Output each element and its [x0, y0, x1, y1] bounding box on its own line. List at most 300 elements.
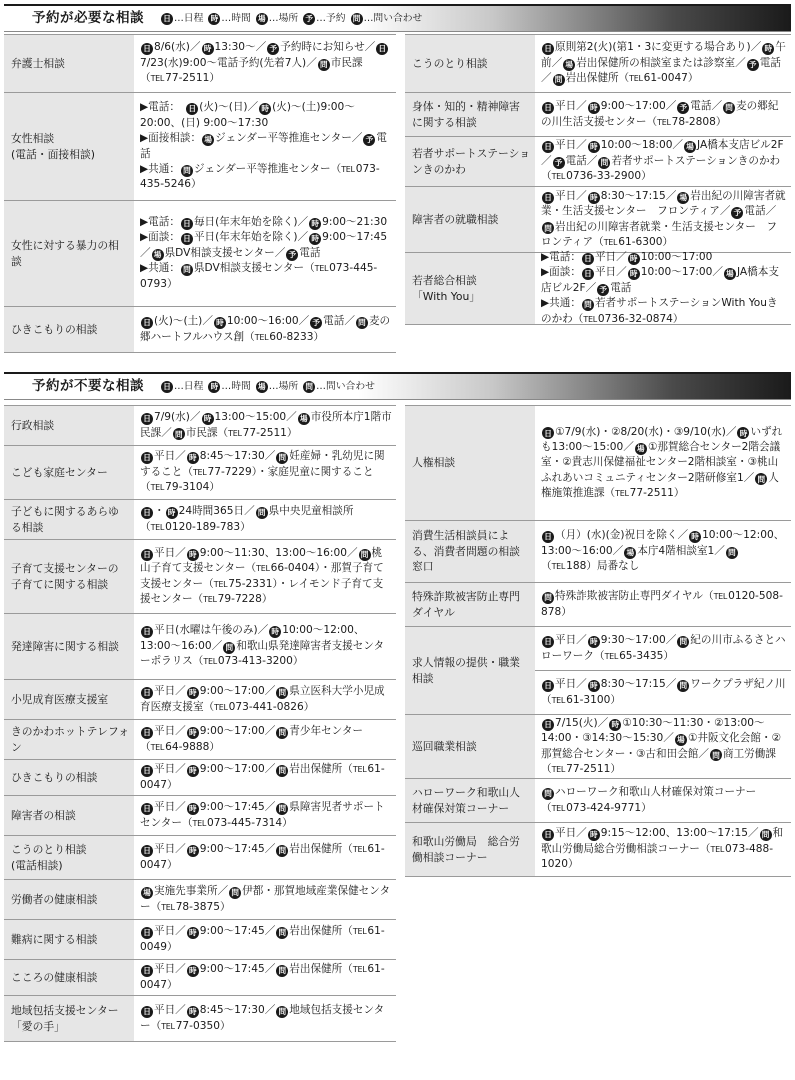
consultation-row: [405, 93, 791, 137]
tel-mark: TEL: [228, 428, 242, 438]
inquiry-icon: 問: [318, 59, 330, 71]
consultation-details: [134, 201, 396, 306]
consultation-details: [535, 187, 791, 252]
consultation-row: [405, 583, 791, 627]
detail-line: 日 平日／ 時 8:45～17:30／ 問 妊産婦・乳幼児に関すること（TEL77-7229）・家庭児童に関すること（TEL79-3104）: [140, 450, 385, 494]
place-icon: 場: [684, 141, 696, 153]
detail-line: 問 特殊詐欺被害防止専門ダイヤル（TEL0120-508-878）: [541, 590, 783, 618]
consultation-details: [134, 540, 396, 613]
consultation-row: [405, 253, 791, 325]
reservation-icon: 予: [267, 43, 279, 55]
time-icon: 時: [187, 765, 199, 777]
tel-mark: TEL: [551, 695, 566, 705]
time-icon: 時: [187, 927, 199, 939]
tel-mark: TEL: [604, 651, 619, 661]
consultation-details: [535, 779, 791, 822]
inquiry-icon: 問: [256, 507, 268, 519]
place-icon: 場: [202, 134, 214, 146]
tel-mark: TEL: [203, 594, 217, 604]
consultation-row: [4, 540, 396, 614]
date-icon: 日: [542, 141, 554, 153]
tel-mark: TEL: [657, 117, 671, 127]
reservation-icon: 予: [303, 13, 315, 25]
consultation-row: [405, 406, 791, 521]
detail-line: 日 平日／ 時 8:45～17:30／ 問 地域包括支援センター（TEL77-0350）: [140, 1004, 385, 1032]
date-icon: 日: [542, 680, 554, 692]
consultation-row: [4, 307, 396, 353]
date-icon: 日: [542, 531, 554, 543]
consultation-row: [4, 920, 396, 960]
consultation-row: [4, 500, 396, 540]
time-icon: 時: [737, 427, 749, 439]
date-icon: 日: [141, 687, 153, 699]
consultation-name: きのかわホットテレフォン: [4, 720, 134, 759]
tel-mark: TEL: [314, 264, 329, 274]
tel-mark: TEL: [213, 579, 228, 589]
legend-item: [160, 12, 203, 25]
consultation-details: [535, 253, 791, 324]
inquiry-icon: 問: [276, 452, 288, 464]
consultation-row: [4, 680, 396, 720]
place-icon: 場: [141, 887, 153, 899]
consultation-details: [535, 406, 791, 520]
consultation-row: [4, 880, 396, 920]
consultation-name: 和歌山労働局 総合労働相談コーナー: [405, 823, 535, 876]
inquiry-icon: 問: [553, 74, 565, 86]
inquiry-icon: 問: [755, 473, 767, 485]
time-icon: 時: [588, 636, 600, 648]
legend-text: …問い合わせ: [363, 12, 423, 24]
date-icon: 日: [376, 43, 388, 55]
consultation-row: [4, 720, 396, 760]
time-icon: 時: [588, 680, 600, 692]
consultation-row: [405, 521, 791, 583]
place-icon: 場: [677, 192, 689, 204]
consultation-name: 難病に関する相談: [4, 920, 134, 959]
consultation-name: 求人情報の提供・職業相談: [405, 627, 535, 714]
consultation-row: [405, 715, 791, 779]
legend-item: [302, 12, 345, 25]
section2-left-column: [4, 405, 396, 1042]
tel-mark: TEL: [352, 765, 367, 775]
tel-mark: TEL: [214, 702, 228, 712]
consultation-row: [4, 406, 396, 446]
consultation-name: 若者総合相談 「With You」: [405, 253, 535, 324]
time-icon: 時: [588, 102, 600, 114]
section-title: 予約が必要な相談: [32, 10, 144, 27]
time-icon: 時: [187, 687, 199, 699]
legend-item: [160, 380, 203, 393]
detail-line: 問 ハローワーク和歌山人材確保対策コーナー（TEL073-424-9771）: [541, 786, 757, 814]
consultation-name: 巡回職業相談: [405, 715, 535, 778]
inquiry-icon: 問: [223, 642, 235, 654]
tel-mark: TEL: [203, 657, 217, 667]
detail-line: ▶面談： 日 平日／ 時 10:00～17:00／ 場 JA橋本支店ビル2F／ 予 電話: [541, 266, 779, 294]
consultation-name: 人権相談: [405, 406, 535, 520]
date-icon: 日: [141, 507, 153, 519]
consultation-details: [134, 796, 396, 835]
time-icon: 時: [628, 268, 640, 280]
detail-line: 日 7/15(火)／ 時 ①10:30～11:30・②13:00～14:00・③14:30～15:30／ 場 ①井阪文化会館・②那賀総合センター・③古和田会館／ 問 商工労働課（TEL77-2511）: [541, 716, 782, 775]
tel-mark: TEL: [583, 314, 597, 324]
section-no-reservation-header: [4, 372, 791, 400]
consultation-name: 特殊詐欺被害防止専門ダイヤル: [405, 583, 535, 626]
consultation-name: ハローワーク和歌山人材確保対策コーナー: [405, 779, 535, 822]
consultation-details: [134, 406, 396, 445]
date-icon: 日: [141, 317, 153, 329]
consultation-name: ひきこもりの相談: [4, 307, 134, 352]
detail-line: 日 (火)～(土)／ 時 10:00～16:00／ 予 電話／ 問 麦の郷ハートフルハウス創（TEL60-8233）: [140, 315, 391, 343]
date-icon: 日: [141, 626, 153, 638]
tel-mark: TEL: [150, 522, 165, 532]
place-icon: 場: [298, 413, 310, 425]
legend-item: [302, 380, 375, 393]
consultation-name: 若者サポートステーションきのかわ: [405, 137, 535, 186]
tel-mark: TEL: [551, 172, 566, 182]
legend-text: …日程: [174, 380, 204, 392]
date-icon: 日: [141, 1006, 153, 1018]
time-icon: 時: [309, 233, 321, 245]
consultation-row: [4, 960, 396, 996]
tel-mark: TEL: [150, 742, 165, 752]
tel-mark: TEL: [352, 845, 367, 855]
consultation-details: [134, 500, 396, 539]
detail-line: 日 平日／ 時 10:00～18:00／ 場 JA橋本支店ビル2F／ 予 電話／ 問 若者サポートステーションきのかわ（TEL0736-33-2900）: [541, 139, 784, 183]
consultation-row: [405, 35, 791, 93]
tel-mark: TEL: [161, 1021, 175, 1031]
date-icon: 日: [141, 43, 153, 55]
legend: [160, 380, 379, 393]
consultation-details: [535, 823, 791, 876]
place-icon: 場: [256, 13, 268, 25]
time-icon: 時: [588, 192, 600, 204]
consultation-details: [535, 583, 791, 626]
consultation-name: 子どもに関するあらゆる相談: [4, 500, 134, 539]
consultation-name: こうのとり相談: [405, 35, 535, 92]
consultation-row: [405, 823, 791, 877]
inquiry-icon: 問: [359, 549, 371, 561]
detail-line: 日 原則第2(火)(第1・3に変更する場合あり)／ 時 午前／ 場 岩出保健所の相談室または診察室／ 予 電話／ 問 岩出保健所（TEL61-0047）: [541, 41, 786, 85]
detail-line: 日 平日／ 時 9:00～17:45／ 問 岩出保健所（TEL61-0049）: [140, 925, 385, 953]
consultation-name: 地域包括支援センター「愛の手」: [4, 996, 134, 1041]
section2-right-column: [405, 405, 791, 877]
detail-line: 日 平日／ 時 9:00～17:00／ 予 電話／ 問 麦の郷紀の川生活支援センター（TEL78-2808）: [541, 100, 779, 128]
consultation-name: 障害者の相談: [4, 796, 134, 835]
inquiry-icon: 問: [276, 727, 288, 739]
inquiry-icon: 問: [542, 788, 554, 800]
section1-left-column: [4, 34, 396, 353]
time-icon: 時: [187, 549, 199, 561]
consultation-details: [134, 920, 396, 959]
time-icon: 時: [588, 141, 600, 153]
inquiry-icon: 問: [598, 157, 610, 169]
consultation-name: 障害者の就職相談: [405, 187, 535, 252]
time-icon: 時: [214, 317, 226, 329]
date-icon: 日: [141, 845, 153, 857]
time-icon: 時: [187, 803, 199, 815]
legend: [160, 12, 426, 25]
consultation-row: [405, 627, 791, 715]
tel-mark: TEL: [629, 74, 643, 84]
inquiry-icon: 問: [356, 317, 368, 329]
place-icon: 場: [563, 59, 575, 71]
inquiry-icon: 問: [181, 264, 193, 276]
consultation-details: [134, 880, 396, 919]
tel-mark: TEL: [192, 818, 207, 828]
inquiry-icon: 問: [276, 845, 288, 857]
consultation-details: [535, 137, 791, 186]
tel-mark: TEL: [352, 927, 367, 937]
tel-mark: TEL: [551, 764, 566, 774]
consultation-details: [134, 720, 396, 759]
inquiry-icon: 問: [276, 765, 288, 777]
inquiry-icon: 問: [710, 749, 722, 761]
detail-line: 日 平日／ 時 9:00～11:30、13:00～16:00／ 問 桃山子育て支援センター（TEL66-0404）・那賀子育て支援センター（TEL75-2331）・レイモンド子育て支援センター（TEL79-7228）: [140, 546, 384, 605]
legend-text: …日程: [174, 12, 204, 24]
detail-line: ▶面談： 日 平日(年末年始を除く)／ 時 9:00～17:45／ 場 県DV相談支援センター／ 予 電話: [140, 231, 388, 259]
legend-text: …予約: [316, 12, 346, 24]
time-icon: 時: [166, 507, 178, 519]
place-icon: 場: [152, 249, 164, 261]
time-icon: 時: [187, 452, 199, 464]
place-icon: 場: [256, 381, 268, 393]
inquiry-icon: 問: [677, 680, 689, 692]
consultation-row: [4, 836, 396, 880]
section-title: 予約が不要な相談: [32, 378, 144, 395]
consultation-name: こうのとり相談 (電話相談): [4, 836, 134, 879]
date-icon: 日: [542, 636, 554, 648]
date-icon: 日: [141, 727, 153, 739]
consultation-name: 弁護士相談: [4, 35, 134, 92]
detail-line: ▶共通： 問 県DV相談支援センター（TEL073-445-0793）: [140, 262, 378, 290]
consultation-row: [405, 187, 791, 253]
inquiry-icon: 問: [351, 13, 363, 25]
consultation-details: [134, 960, 396, 995]
consultation-row: [4, 996, 396, 1042]
date-icon: 日: [141, 765, 153, 777]
inquiry-icon: 問: [181, 165, 193, 177]
inquiry-icon: 問: [276, 927, 288, 939]
legend-text: …場所: [268, 12, 299, 24]
reservation-icon: 予: [310, 317, 322, 329]
inquiry-icon: 問: [276, 803, 288, 815]
time-icon: 時: [187, 845, 199, 857]
detail-line: 日 平日／ 時 9:00～17:00／ 問 県立医科大学小児成育医療支援室（TEL073-441-0826）: [140, 685, 385, 713]
tel-mark: TEL: [352, 965, 367, 975]
consultation-row: [4, 760, 396, 796]
time-icon: 時: [689, 531, 701, 543]
consultation-detail-sub: 日 平日／ 時 9:30～17:00／ 問 紀の川市ふるさとハローワーク（TEL65-3435）: [541, 634, 786, 662]
date-icon: 日: [141, 927, 153, 939]
consultation-name: 発達障害に関する相談: [4, 614, 134, 679]
time-icon: 時: [628, 253, 640, 265]
inquiry-icon: 問: [173, 428, 185, 440]
place-icon: 場: [635, 443, 647, 455]
date-icon: 日: [181, 233, 193, 245]
inquiry-icon: 問: [726, 547, 738, 559]
tel-mark: TEL: [192, 467, 207, 477]
date-icon: 日: [186, 103, 198, 115]
inquiry-icon: 問: [276, 1006, 288, 1018]
time-icon: 時: [187, 727, 199, 739]
detail-line: ▶電話： 日 (火)～(日)／ 時 (火)～(土)9:00～20:00、(日) 9:00～17:30: [140, 101, 355, 129]
reservation-icon: 予: [363, 134, 375, 146]
detail-line: 日 7/9(水)／ 時 13:00～15:00／ 場 市役所本庁1階市民課／ 問 市民課（TEL77-2511）: [140, 411, 392, 439]
consultation-detail-sub: 日 平日／ 時 8:30～17:15／ 問 ワークプラザ紀ノ川（TEL61-3100）: [535, 670, 791, 714]
time-icon: 時: [609, 719, 621, 731]
detail-line: 場 実施先事業所／ 問 伊都・那賀地域産業保健センター（TEL78-3875）: [140, 885, 391, 913]
date-icon: 日: [542, 102, 554, 114]
detail-line: ▶共通： 問 ジェンダー平等推進センター（TEL073-435-5246）: [140, 162, 380, 191]
date-icon: 日: [141, 452, 153, 464]
detail-line: 日 ・ 時 24時間365日／ 問 県中央児童相談所（TEL0120-189-783）: [140, 505, 354, 533]
place-icon: 場: [624, 547, 636, 559]
date-icon: 日: [582, 253, 594, 265]
inquiry-icon: 問: [276, 687, 288, 699]
section-reservation-required-header: [4, 4, 791, 32]
consultation-name: 小児成育医療支援室: [4, 680, 134, 719]
date-icon: 日: [181, 218, 193, 230]
consultation-details: [134, 680, 396, 719]
date-icon: 日: [141, 549, 153, 561]
consultation-name: 消費生活相談員による、消費者問題の相談窓口: [405, 521, 535, 582]
legend-item: [255, 12, 298, 25]
detail-line: ▶電話： 日 毎日(年末年始を除く)／ 時 9:00～21:30: [140, 216, 388, 229]
time-icon: 時: [588, 829, 600, 841]
legend-item: [207, 12, 250, 25]
tel-mark: TEL: [161, 902, 175, 912]
consultation-name: こころの健康相談: [4, 960, 134, 995]
consultation-row: [4, 35, 396, 93]
tel-mark: TEL: [254, 332, 269, 342]
inquiry-icon: 問: [542, 592, 554, 604]
consultation-row: [405, 779, 791, 823]
time-icon: 時: [202, 413, 214, 425]
inquiry-icon: 問: [582, 299, 594, 311]
consultation-details: [535, 521, 791, 582]
tel-mark: TEL: [710, 844, 724, 854]
consultation-row: [4, 614, 396, 680]
inquiry-icon: 問: [276, 965, 288, 977]
detail-line: 日 （月）(水)(金)祝日を除く／ 時 10:00～12:00、13:00～16:00／ 場 本庁4階相談室1／ 問（TEL188）局番なし: [541, 529, 785, 573]
consultation-details: [134, 614, 396, 679]
tel-mark: TEL: [551, 803, 566, 813]
date-icon: 日: [141, 965, 153, 977]
consultation-name: ひきこもりの相談: [4, 760, 134, 795]
consultation-details: [134, 35, 396, 92]
detail-line: 日 平日／ 時 9:15～12:00、13:00～17:15／ 問 和歌山労働局総合労働相談コーナー（TEL073-488-1020）: [541, 827, 784, 871]
legend-text: …問い合わせ: [316, 380, 375, 392]
inquiry-icon: 問: [542, 222, 554, 234]
reservation-icon: 予: [747, 59, 759, 71]
legend-item: [350, 12, 423, 25]
tel-mark: TEL: [615, 489, 629, 499]
reservation-icon: 予: [731, 207, 743, 219]
date-icon: 日: [542, 192, 554, 204]
reservation-icon: 予: [553, 157, 565, 169]
detail-line: 日 8/6(水)／ 時 13:30～／ 予 予約時にお知らせ／ 日7/23(水)9:00～電話予約(先着7人)／ 問 市民課（TEL77-2511）: [140, 40, 392, 86]
consultation-details: [134, 996, 396, 1041]
section1-right-column: [405, 34, 791, 325]
date-icon: 日: [542, 427, 554, 439]
detail-line: 日 平日／ 時 9:00～17:00／ 問 青少年センター（TEL64-9888）: [140, 725, 364, 753]
consultation-details: [535, 715, 791, 778]
date-icon: 日: [141, 803, 153, 815]
reservation-icon: 予: [597, 284, 609, 296]
consultation-row: [4, 796, 396, 836]
consultation-name: こども家庭センター: [4, 446, 134, 499]
detail-line: ▶面接相談： 場 ジェンダー平等推進センター／ 予 電話: [140, 132, 387, 160]
consultation-row: [405, 137, 791, 187]
legend-item: [255, 380, 298, 393]
tel-mark: TEL: [341, 164, 355, 174]
tel-mark: TEL: [603, 237, 618, 247]
inquiry-icon: 問: [229, 887, 241, 899]
detail-line: ▶共通： 問 若者サポートステーションWith Youきのかわ（TEL0736-32-0874）: [541, 297, 778, 325]
reservation-icon: 予: [677, 102, 689, 114]
time-icon: 時: [208, 13, 220, 25]
time-icon: 時: [309, 218, 321, 230]
detail-line: 日 平日／ 時 9:00～17:45／ 問 岩出保健所（TEL61-0047）: [140, 963, 385, 991]
inquiry-icon: 問: [723, 102, 735, 114]
date-icon: 日: [161, 381, 173, 393]
date-icon: 日: [542, 43, 554, 55]
time-icon: 時: [202, 43, 214, 55]
consultation-name: 身体・知的・精神障害に関する相談: [405, 93, 535, 136]
legend-text: …時間: [221, 380, 251, 392]
consultation-name: 行政相談: [4, 406, 134, 445]
reservation-icon: 予: [286, 249, 298, 261]
legend-item: [207, 380, 250, 393]
consultation-row: [4, 201, 396, 307]
consultation-details: [535, 35, 791, 92]
consultation-details: [134, 93, 396, 200]
inquiry-icon: 問: [303, 381, 315, 393]
consultation-details: [535, 627, 791, 714]
legend-text: …場所: [268, 380, 299, 392]
consultation-details: [535, 93, 791, 136]
time-icon: 時: [187, 965, 199, 977]
time-icon: 時: [762, 43, 774, 55]
consultation-name: 女性に対する暴力の相談: [4, 201, 134, 306]
consultation-row: [4, 446, 396, 500]
detail-line: 日 平日／ 時 9:00～17:00／ 問 岩出保健所（TEL61-0047）: [140, 763, 385, 791]
tel-mark: TEL: [150, 483, 165, 493]
detail-line: 日 平日／ 時 9:00～17:45／ 問 県障害児者サポートセンター（TEL073-445-7314）: [140, 801, 385, 829]
date-icon: 日: [542, 719, 554, 731]
detail-line: 日 平日／ 時 8:30～17:15／ 場 岩出紀の川障害者就業・生活支援センター フロンティア／ 予 電話／問 岩出紀の川障害者就業・生活支援センター フロンティア（TEL61-6300）: [541, 189, 786, 248]
consultation-details: [134, 446, 396, 499]
tel-mark: TEL: [256, 564, 270, 574]
legend-text: …時間: [221, 12, 251, 24]
consultation-row: [4, 93, 396, 201]
time-icon: 時: [269, 626, 281, 638]
detail-line: 日 平日(水曜は午後のみ)／ 時 10:00～12:00、13:00～16:00／ 問 和歌山県発達障害者支援センターポラリス（TEL073-413-3200）: [140, 624, 385, 668]
place-icon: 場: [724, 268, 736, 280]
consultation-details: [134, 836, 396, 879]
tel-mark: TEL: [551, 562, 566, 572]
detail-line: 日 平日／ 時 9:00～17:45／ 問 岩出保健所（TEL61-0047）: [140, 843, 385, 871]
consultation-name: 女性相談 (電話・面接相談): [4, 93, 134, 200]
inquiry-icon: 問: [760, 829, 772, 841]
consultation-name: 子育て支援センターの子育てに関する相談: [4, 540, 134, 613]
detail-line: ▶電話： 日 平日／ 時 10:00～17:00: [541, 251, 713, 264]
time-icon: 時: [187, 1006, 199, 1018]
consultation-details: [134, 307, 396, 352]
consultation-name: 労働者の健康相談: [4, 880, 134, 919]
time-icon: 時: [208, 381, 220, 393]
tel-mark: TEL: [713, 592, 728, 602]
